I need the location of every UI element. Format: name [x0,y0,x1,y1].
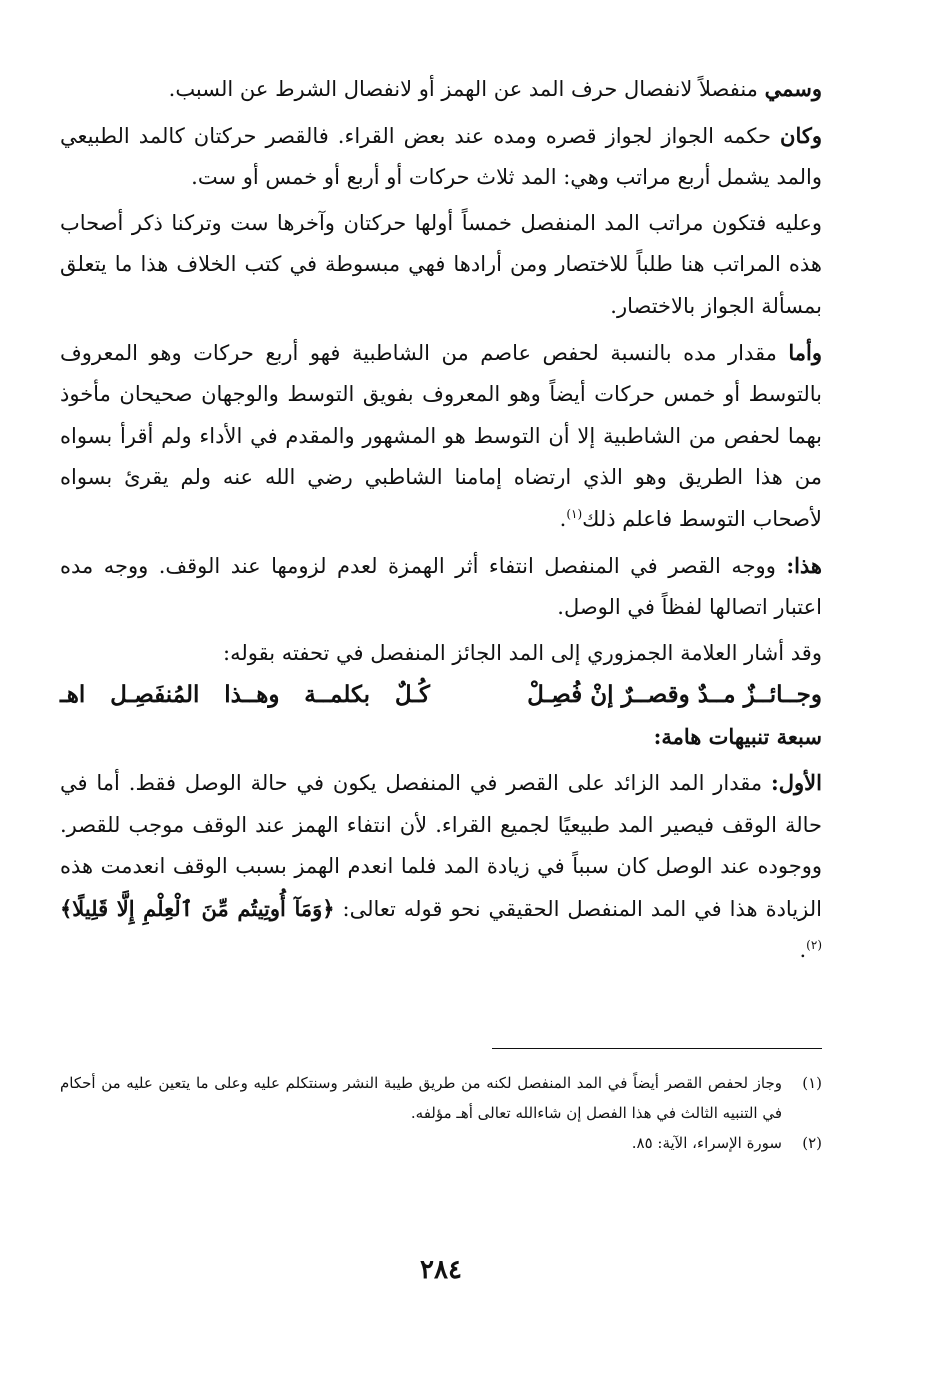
footnote-number: (١) [802,1074,822,1092]
footnotes [60,1068,822,1158]
paragraph-text: مقدار مده بالنسبة لحفص عاصم من الشاطبية فهو أربع حركات وهو المعروف بالتوسط أو خمس حركات أيضاً وهو المعروف بفويق التوسط والوجهان صحيحان مأخوذ بهما لحفص من الشاطبية إلا أن التوسط هو المشهور والمقدم في الأداء ولم أقرأ بسواه من هذا الطريق وهو الذي ارتضاه إمامنا الشاطبي رضي الله عنه ولم يقرئ بسواه لأصحاب التوسط فاعلم ذلك [60,340,822,531]
poem-hemistich-1: وجــائــزٌ مــدٌ وقصــرٌ إنْ فُصِـلْ [527,681,822,709]
paragraph-lead: وسمي [764,76,822,101]
paragraph-2 [60,115,822,199]
paragraph-1 [60,68,822,111]
footnote-ref-2[interactable]: (٢) [806,938,822,953]
paragraph-4 [60,332,822,541]
paragraph-text: حكمه الجواز لجواز قصره ومده عند بعض القراء. فالقصر حركتان كالمد الطبيعي والمد يشمل أربع مراتب وهي: المد ثلاث حركات أو أربع أو خمس أو ست. [60,123,822,190]
paragraph-lead: الأول: [771,769,822,795]
footnote-number: (٢) [802,1134,822,1152]
footnote-1 [60,1068,822,1128]
footnote-2 [60,1128,822,1158]
page-number: ٢٨٤ [420,1255,462,1285]
footnote-ref-1[interactable]: (١) [566,506,583,521]
paragraph-lead: وأما [788,339,822,365]
paragraph-5 [60,545,822,629]
paragraph-7 [60,762,822,972]
quran-verse: ﴿وَمَآ أُوتِيتُم مِّنَ ٱلْعِلْمِ إِلَّا قَلِيلًا﴾ [60,895,335,921]
paragraph-lead: هذا: [786,552,822,578]
paragraph-text: مقدار المد الزائد على القصر في المنفصل يكون في حالة الوصل فقط. أما في حالة الوقف فيصير المد طبيعيًا لجميع القراء. لأن انتفاء الهمز عند الوقف موجب للقصر. ووجوده عند الوصل كان سبباً في زيادة المد فلما انعدم الهمز بسبب الوقف انعدمت هذه الزيادة هذا في المد المنفصل الحقيقي نحو قوله تعالى: [60,770,822,921]
paragraph-lead: وكان [780,122,822,148]
paragraph-end: . [559,506,567,531]
paragraph-6 [60,633,822,675]
paragraph-text: وعليه فتكون مراتب المد المنفصل خمساً أولها حركتان وآخرها ست وتركنا ذكر أصحاب هذه المراتب هنا طلباً للاختصار ومن أرادها فهي مبسوطة في كتب الخلاف هذا ما يتعلق بمسألة الجواز بالاختصار. [60,210,822,318]
poem-verse [60,674,822,716]
footnote-text: وجاز لحفص القصر أيضاً في المد المنفصل لكنه من طريق طيبة النشر وسنتكلم عليه وعلى ما يتعين عليه من أحكام في التنبيه الثالث في هذا الفصل إن شاءالله تعالى أهـ مؤلفه. [60,1074,782,1122]
section-heading: سبعة تنبيهات هامة: [653,724,822,750]
footnote-text: سورة الإسراء، الآية: ٨٥. [631,1134,782,1152]
paragraph-end: . [799,938,807,963]
paragraph-text: وقد أشار العلامة الجمزوري إلى المد الجائز المنفصل في تحفته بقوله: [223,640,822,665]
poem-hemistich-2: كُـلٌ بكلمــة وهــذا المُنفَصِـل اهـ [60,681,430,709]
paragraph-text: منفصلاً لانفصال حرف المد عن الهمز أو لانفصال الشرط عن السبب. [168,77,765,101]
paragraph-text: ووجه القصر في المنفصل انتفاء أثر الهمزة لعدم لزومها عند الوقف. ووجه مده اعتبار اتصالها لفظاً في الوصل. [60,553,822,620]
paragraph-3 [60,203,822,328]
book-page [60,68,822,1358]
footnote-divider [492,1048,822,1049]
